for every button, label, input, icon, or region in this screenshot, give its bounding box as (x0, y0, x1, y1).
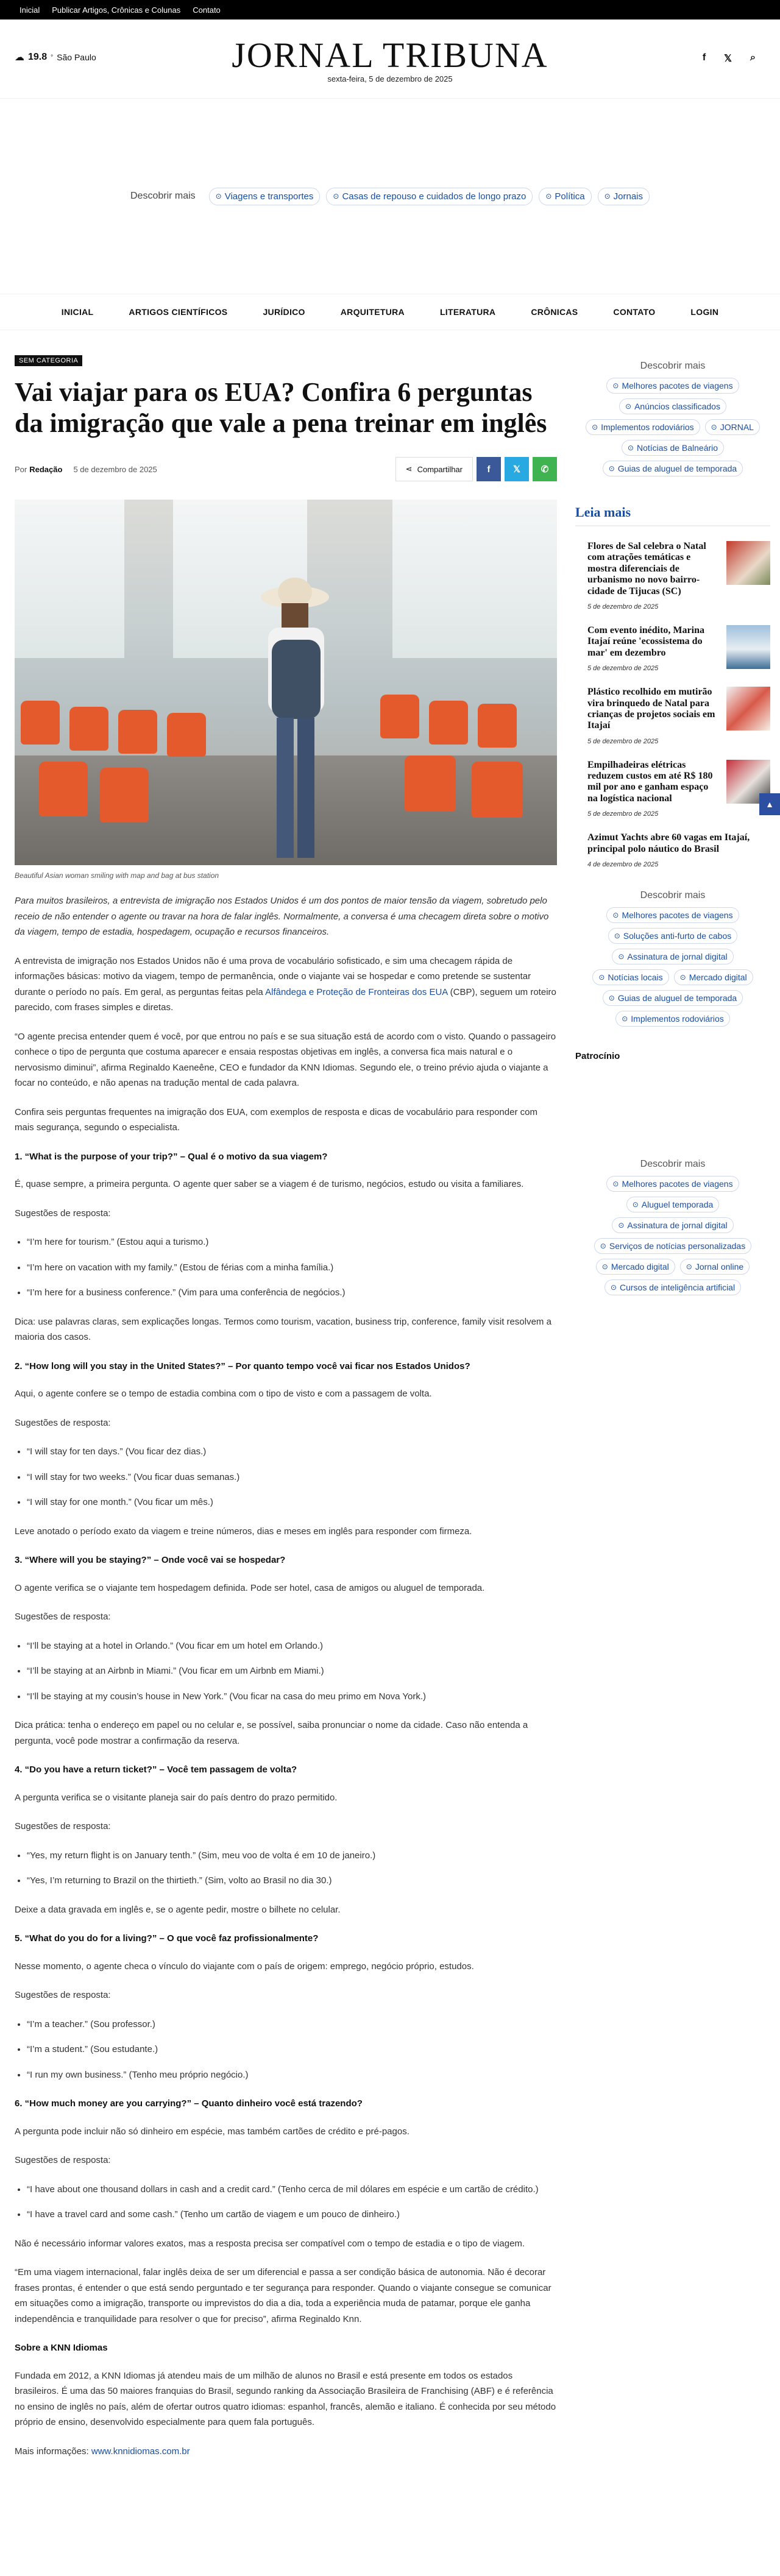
circle-arrow-icon: ⊙ (679, 973, 686, 982)
circle-arrow-icon: ⊙ (598, 973, 605, 982)
ad-pill[interactable]: ⊙ Notícias de Balneário (622, 440, 724, 456)
article-title: Vai viajar para os EUA? Confira 6 perguntas da imigração que vale a pena treinar em inglês (15, 377, 547, 438)
circle-arrow-icon: ⊙ (618, 952, 625, 961)
article-date: 5 de dezembro de 2025 (73, 464, 157, 474)
circle-arrow-icon: ⊙ (614, 932, 620, 941)
search-icon[interactable]: ⌕ (750, 52, 756, 63)
news-date: 5 de dezembro de 2025 (587, 737, 659, 745)
nav-literatura[interactable]: LITERATURA (439, 307, 496, 317)
ad-label: Descobrir mais (640, 1159, 706, 1170)
list-item: • “I’m a student.” (Sou estudante.) (27, 2042, 557, 2058)
nav-arquitetura[interactable]: ARQUITETURA (340, 307, 405, 317)
circle-arrow-icon: ⊙ (612, 911, 619, 920)
nav-login[interactable]: LOGIN (690, 307, 719, 317)
circle-arrow-icon: ⊙ (600, 1242, 606, 1251)
news-date: 5 de dezembro de 2025 (587, 665, 659, 673)
question-heading: 6. “How much money are you carrying?” – Quanto dinheiro você está trazendo? (15, 2098, 363, 2109)
news-thumbnail[interactable] (726, 541, 770, 585)
circle-arrow-icon: ⊙ (632, 1200, 639, 1209)
traveler-figure (234, 573, 356, 865)
circle-arrow-icon: ⊙ (612, 381, 619, 390)
tip: Dica prática: tenha o endereço em papel ou no celular e, se possível, saiba pronunciar o nome da cidade. Caso não entenda a pergunta, você pode mostrar a confirmação da reserva. (15, 1720, 528, 1746)
list-item: • “I’m here for a business conference.” (Vim para uma conferência de negócios.) (27, 1285, 557, 1301)
topbar-link-inicial[interactable]: Inicial (20, 5, 40, 15)
ad-pill[interactable]: ⊙ Aluguel temporada (626, 1197, 720, 1212)
window-panel (15, 500, 124, 658)
x-share-icon[interactable]: 𝕏 (505, 457, 529, 481)
circle-arrow-icon: ⊙ (686, 1262, 692, 1272)
header-date: sexta-feira, 5 de dezembro de 2025 (327, 74, 453, 83)
news-thumbnail[interactable] (726, 625, 770, 669)
main-nav (0, 294, 780, 330)
article-meta (15, 457, 557, 481)
photo-caption: Beautiful Asian woman smiling with map and bag at bus station (15, 871, 219, 880)
article-column (15, 355, 557, 2472)
share-bar (395, 457, 557, 481)
ad-pill[interactable]: ⊙ Assinatura de jornal digital (612, 949, 733, 964)
suggestions-label: Sugestões de resposta: (15, 2155, 111, 2166)
ad-pill[interactable]: ⊙ Cursos de inteligência artificial (604, 1279, 741, 1295)
facebook-icon[interactable]: f (702, 52, 706, 63)
news-date: 5 de dezembro de 2025 (587, 810, 659, 818)
circle-arrow-icon: ⊙ (625, 402, 632, 411)
suggestions-label: Sugestões de resposta: (15, 1417, 111, 1428)
news-title[interactable]: Flores de Sal celebra o Natal com atrações temáticas e mostra diferenciais de urbanismo no novo bairro-cidade de Tijucas (SC) (587, 541, 706, 596)
circle-arrow-icon: ⊙ (608, 464, 615, 473)
ad-pill[interactable]: ⊙ Assinatura de jornal digital (612, 1217, 733, 1233)
question-heading: 1. “What is the purpose of your trip?” – Qual é o motivo da sua viagem? (15, 1151, 328, 1162)
circle-arrow-icon: ⊙ (608, 994, 615, 1003)
topbar-link-publicar[interactable]: Publicar Artigos, Crônicas e Colunas (52, 5, 181, 15)
author-link[interactable]: Redação (29, 464, 63, 474)
patrocinio-title: Patrocínio (575, 1051, 620, 1062)
ad-label: Descobrir mais (640, 361, 706, 371)
window-panel (392, 500, 557, 658)
article-lead: Para muitos brasileiros, a entrevista de imigração nos Estados Unidos é um dos pontos de maior tensão da viagem, sobretudo pelo receio de não entender o agente ou travar na hora de falar inglês. Normalmente, a conversa é uma checagem direta sobre o motivo da viagem, tempo de estadia, hospedagem, ocupação e recursos financeiros. (15, 896, 549, 938)
answer-list (27, 1638, 557, 1705)
answer-list (27, 1444, 557, 1510)
sidebar-ad-1 (575, 355, 770, 483)
circle-arrow-icon: ⊙ (610, 1283, 617, 1292)
masthead (0, 19, 780, 99)
news-item[interactable] (575, 687, 770, 745)
facebook-share-icon[interactable]: f (477, 457, 501, 481)
topbar-link-contato[interactable]: Contato (193, 5, 221, 15)
knn-link[interactable]: www.knnidiomas.com.br (91, 2446, 190, 2457)
site-logo[interactable]: JORNAL TRIBUNA (232, 35, 548, 75)
ad-pill[interactable]: ⊙ Melhores pacotes de viagens (606, 907, 739, 923)
list-item: • “Yes, my return flight is on January tenth.” (Sim, meu voo de volta é em 10 de janeiro.) (27, 1848, 557, 1864)
tip: Deixe a data gravada em inglês e, se o agente pedir, mostre o bilhete no celular. (15, 1904, 341, 1915)
ad-pill[interactable]: ⊙ Implementos rodoviários (586, 419, 700, 435)
paragraph: Nesse momento, o agente checa o vínculo do viajante com o país de origem: emprego, negócio próprio, estudos. (15, 1961, 474, 1972)
more-info: Mais informações: www.knnidiomas.com.br (15, 2446, 190, 2457)
suggestions-label: Sugestões de resposta: (15, 1821, 111, 1832)
suggestions-label: Sugestões de resposta: (15, 1612, 111, 1622)
list-item: • “I have a travel card and some cash.” (Tenho um cartão de viagem e um pouco de dinheiro.) (27, 2207, 557, 2223)
ad-pill[interactable]: ⊙ Serviços de notícias personalizadas (594, 1238, 751, 1254)
share-icon: ⋖ (405, 464, 413, 474)
leia-mais-title: Leia mais (575, 504, 770, 526)
news-title[interactable]: Empilhadeiras elétricas reduzem custos em até R$ 180 mil por ano e ganham espaço na logística nacional (587, 759, 713, 804)
cloud-icon: ☁ (15, 52, 24, 63)
ad-pill[interactable]: ⊙ Mercado digital (596, 1259, 675, 1275)
list-item: • “Yes, I’m returning to Brazil on the thirtieth.” (Sim, volto ao Brasil no dia 30.) (27, 1873, 557, 1889)
news-title[interactable]: Plástico recolhido em mutirão vira brinquedo de Natal para crianças de projetos sociais em Itajaí (587, 687, 715, 731)
answer-list (27, 1848, 557, 1889)
circle-arrow-icon: ⊙ (592, 423, 598, 431)
answer-list (27, 2017, 557, 2083)
top-ad-area (0, 99, 780, 294)
news-title[interactable]: Azimut Yachts abre 60 vagas em Itajaí, principal polo náutico do Brasil (587, 832, 750, 854)
suggestions-label: Sugestões de resposta: (15, 1990, 111, 2001)
list-item: • “I’ll be staying at an Airbnb in Miami.” (Vou ficar em um Airbnb em Miami.) (27, 1663, 557, 1679)
ad-pill[interactable]: ⊙ Melhores pacotes de viagens (606, 378, 739, 394)
news-item[interactable] (575, 760, 770, 818)
article-body (15, 893, 557, 2459)
list-item: • “I’ll be staying at my cousin’s house in New York.” (Vou ficar na casa do meu primo em Nova York.) (27, 1689, 557, 1705)
suggestions-label: Sugestões de resposta: (15, 1208, 111, 1219)
list-item: • “I’m here for tourism.” (Estou aqui a turismo.) (27, 1234, 557, 1250)
sidebar-ad-2 (575, 884, 770, 1033)
answer-list (27, 1234, 557, 1301)
circle-arrow-icon: ⊙ (711, 423, 717, 431)
ad-pill[interactable]: ⊙ Notícias locais (592, 969, 668, 985)
ad-pill[interactable]: ⊙ Viagens e transportes (209, 188, 321, 205)
by-label: Por (15, 464, 27, 474)
news-item[interactable] (575, 541, 770, 610)
category-badge[interactable]: SEM CATEGORIA (15, 355, 82, 366)
article-photo (15, 500, 557, 865)
news-item[interactable] (575, 832, 770, 868)
paragraph: A entrevista de imigração nos Estados Unidos não é uma prova de vocabulário sofisticado, e sim uma checagem rápida de informações básicas: motivo da viagem, tempo de permanência, onde o viajante vai se hospedar e como pretende se sustentar durante o período no país. Em geral, as perguntas feitas pela Alfândega e Proteção de Fronteiras dos EUA (CBP), seguem um roteiro parecido, com frases simples e diretas. (15, 955, 556, 1013)
tip: Não é necessário informar valores exatos, mas a resposta precisa ser compatível com o tempo de estadia e o tipo de viagem. (15, 2238, 525, 2249)
paragraph: A pergunta verifica se o visitante planeja sair do país dentro do prazo permitido. (15, 1792, 338, 1803)
circle-arrow-icon: ⊙ (604, 192, 611, 200)
news-thumbnail[interactable] (726, 687, 770, 731)
circle-arrow-icon: ⊙ (612, 1180, 619, 1189)
about-paragraph: Fundada em 2012, a KNN Idiomas já atendeu mais de um milhão de alunos no Brasil e está presente em todos os estados brasileiros. É uma das 50 maiores franquias do Brasil, segundo ranking da Associação Brasileira de Franchising (ABF) e é referência no ensino de inglês no país, além de ofertar outros quatro idiomas: espanhol, francês, alemão e italiano. É conhecida por seu método próprio de ensino, desenvolvido especialmente para quem fala português. (15, 2370, 556, 2428)
question-heading: 4. “Do you have a return ticket?” – Você tem passagem de volta? (15, 1764, 297, 1775)
news-date: 5 de dezembro de 2025 (587, 603, 659, 610)
nav-artigos[interactable]: ARTIGOS CIENTÍFICOS (129, 307, 228, 317)
news-item[interactable] (575, 625, 770, 672)
ad-pill[interactable]: ⊙ Jornal online (680, 1259, 750, 1275)
paragraph: A pergunta pode incluir não só dinheiro em espécie, mas também cartões de crédito e pré-pagos. (15, 2126, 410, 2137)
question-heading: 2. “How long will you stay in the United States?” – Por quanto tempo você vai ficar nos Estados Unidos? (15, 1361, 470, 1371)
nav-juridico[interactable]: JURÍDICO (263, 307, 305, 317)
ad-pill[interactable]: ⊙ Guias de aluguel de temporada (603, 990, 743, 1006)
circle-arrow-icon: ⊙ (601, 1262, 608, 1272)
weather-city: São Paulo (57, 52, 96, 62)
list-item: • “I will stay for one month.” (Vou ficar um mês.) (27, 1495, 557, 1510)
nav-inicial[interactable]: INICIAL (61, 307, 94, 317)
paragraph: O agente verifica se o viajante tem hospedagem definida. Pode ser hotel, casa de amigos ou aluguel de temporada. (15, 1582, 485, 1593)
header-social (703, 52, 756, 65)
ad-pill[interactable]: ⊙ Anúncios classificados (619, 398, 726, 414)
ad-pill[interactable]: ⊙ Soluções anti-furto de cabos (608, 928, 738, 944)
ad-pill[interactable]: ⊙ Casas de repouso e cuidados de longo prazo (326, 188, 533, 205)
ad-pill[interactable]: ⊙ Guias de aluguel de temporada (603, 461, 743, 476)
x-icon[interactable]: 𝕏 (724, 54, 732, 64)
ad-pill[interactable]: ⊙ Implementos rodoviários (615, 1011, 730, 1027)
ad-pill[interactable]: ⊙ Melhores pacotes de viagens (606, 1176, 739, 1192)
list-item: • “I will stay for ten days.” (Vou ficar dez dias.) (27, 1444, 557, 1460)
weather-unit: ° (51, 54, 54, 61)
news-date: 4 de dezembro de 2025 (587, 861, 659, 869)
sidebar-ad-3 (575, 1153, 770, 1301)
news-title[interactable]: Com evento inédito, Marina Itajaí reúne 'ecossistema do mar' em dezembro (587, 625, 704, 658)
circle-arrow-icon: ⊙ (333, 192, 339, 200)
tip: Dica: use palavras claras, sem explicações longas. Termos como tourism, vacation, business trip, conference, family visit resolvem a maioria dos casos. (15, 1316, 551, 1343)
whatsapp-share-icon[interactable]: ✆ (533, 457, 557, 481)
list-item: • “I have about one thousand dollars in cash and a credit card.” (Tenho cerca de mil dólares em espécie e um cartão de crédito.) (27, 2182, 557, 2198)
tip: Leve anotado o período exato da viagem e treine números, dias e meses em inglês para responder com firmeza. (15, 1526, 472, 1537)
circle-arrow-icon: ⊙ (622, 1014, 628, 1024)
nav-contato[interactable]: CONTATO (613, 307, 656, 317)
top-bar (0, 0, 780, 19)
ad-pill[interactable]: ⊙ Jornais (598, 188, 650, 205)
ad-pill[interactable]: ⊙ Política (539, 188, 591, 205)
list-item: • “I’m a teacher.” (Sou professor.) (27, 2017, 557, 2033)
circle-arrow-icon: ⊙ (627, 444, 634, 452)
quote: “Em uma viagem internacional, falar inglês deixa de ser um diferencial e passa a ser condição básica de autonomia. Não é decorar frases prontas, é entender o que está sendo perguntado e ter segurança para responder. Quando o viajante consegue se comunicar em situações como a imigração, transporte ou imprevistos do dia a dia, toda a experiência muda de patamar, porque ele ganha independência e tranquilidade para resolver o que for preciso”, afirma Reginaldo Knn. (15, 2267, 551, 2324)
sidebar (575, 355, 770, 1301)
paragraph: Confira seis perguntas frequentes na imigração dos EUA, com exemplos de resposta e dicas de vocabulário para responder com mais segurança, segundo o especialista. (15, 1106, 537, 1133)
cbp-link[interactable]: Alfândega e Proteção de Fronteiras dos EUA (265, 986, 448, 997)
list-item: • “I’ll be staying at a hotel in Orlando.” (Vou ficar em um hotel em Orlando.) (27, 1638, 557, 1654)
list-item: • “I will stay for two weeks.” (Vou ficar duas semanas.) (27, 1470, 557, 1485)
answer-list (27, 2182, 557, 2223)
nav-cronicas[interactable]: CRÔNICAS (531, 307, 578, 317)
circle-arrow-icon: ⊙ (215, 192, 222, 200)
ad-pill[interactable]: ⊙ Mercado digital (674, 969, 753, 985)
paragraph: Aqui, o agente confere se o tempo de estadia combina com o tipo de visto e com a passagem de volta. (15, 1389, 432, 1399)
ad-label: Descobrir mais (640, 890, 706, 901)
question-heading: 3. “Where will you be staying?” – Onde você vai se hospedar? (15, 1555, 286, 1566)
question-heading: 5. “What do you do for a living?” – O que você faz profissionalmente? (15, 1933, 319, 1944)
list-item: • “I run my own business.” (Tenho meu próprio negócio.) (27, 2067, 557, 2083)
paragraph: “O agente precisa entender quem é você, por que entrou no país e se sua situação está de acordo com o visto. Quando o passageiro conhece o tipo de pergunta que costuma aparecer e ensaia respostas objetivas em inglês, a conversa fica mais natural e o nervosismo diminui”, afirma Reginaldo Kaeneêne, CEO e fundador da KNN Idiomas. Segundo ele, o treino prévio ajuda o viajante a focar no conteúdo, e não apenas na tradução mental de cada palavra. (15, 1031, 556, 1089)
ad-pill[interactable]: ⊙ JORNAL (705, 419, 760, 435)
circle-arrow-icon: ⊙ (545, 192, 552, 200)
ad-label: Descobrir mais (130, 191, 196, 201)
weather-temp: 19.8 (28, 52, 48, 62)
chevron-up-icon[interactable]: ▲ (759, 793, 780, 815)
share-button[interactable]: ⋖ Compartilhar (395, 457, 473, 481)
paragraph: É, quase sempre, a primeira pergunta. O agente quer saber se a viagem é de turismo, negócios, estudo ou visita a familiares. (15, 1179, 524, 1190)
list-item: • “I’m here on vacation with my family.” (Estou de férias com a minha família.) (27, 1260, 557, 1276)
about-heading: Sobre a KNN Idiomas (15, 2343, 108, 2354)
circle-arrow-icon: ⊙ (618, 1221, 625, 1230)
